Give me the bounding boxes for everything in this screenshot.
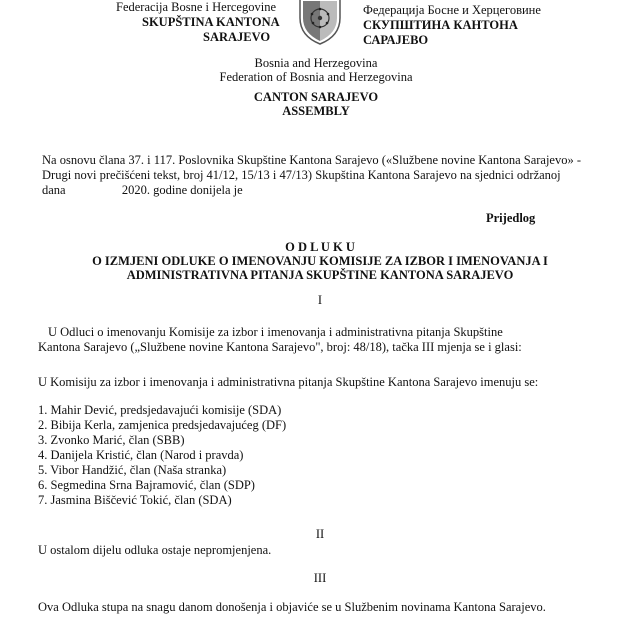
list-item: 5. Vibor Handžić, član (Naša stranka) (38, 463, 227, 477)
list-item: 3. Zvonko Marić, član (SBB) (38, 433, 185, 447)
section-1-paragraph-line-1: U Odluci o imenovanju Komisije za izbor i imenovanja i administrativna pitanja Skupštine (48, 325, 503, 339)
section-number-3: III (313, 571, 327, 585)
header-left-line-3: SARAJEVO (203, 30, 271, 44)
preamble-line-3: dana 2020. godine donijela je (42, 183, 243, 197)
section-number-2: II (315, 527, 325, 541)
document-subtitle-line-1: O IZMJENI ODLUKE O IMENOVANJU KOMISIJE ZA IZBOR I IMENOVANJA I (92, 254, 548, 268)
section-3-text: Ova Odluka stupa na snagu danom donošenja i objaviće se u Službenim novinama Kantona Sarajevo. (38, 600, 546, 614)
header-left-line-2: SKUPŠTINA KANTONA (142, 15, 280, 29)
proposal-label: Prijedlog (486, 211, 536, 225)
header-left-line-1: Federacija Bosne i Hercegovine (116, 0, 277, 14)
section-1-paragraph-line-2: Kantona Sarajevo („Službene novine Kantona Sarajevo", broj: 48/18), tačka III mjenja se i glasi: (38, 340, 522, 354)
header-country: Bosnia and Herzegovina (254, 56, 378, 70)
header-right-line-1: Федерација Босне и Херцеговине (363, 3, 541, 17)
header-federation: Federation of Bosnia and Herzegovina (219, 70, 413, 84)
list-item: 6. Segmedina Srna Bajramović, član (SDP) (38, 478, 255, 492)
list-item: 7. Jasmina Biščević Tokić, član (SDA) (38, 493, 232, 507)
coat-of-arms-icon (294, 0, 346, 46)
section-number-1: I (317, 293, 323, 307)
list-item: 4. Danijela Kristić, član (Narod i pravda) (38, 448, 244, 462)
section-1-intro: U Komisiju za izbor i imenovanja i administrativna pitanja Skupštine Kantona Sarajevo imenuju se: (38, 375, 539, 389)
header-right-line-2: СКУПШТИНА КАНТОНА (363, 18, 518, 32)
header-right-line-3: САРАЈЕВО (363, 33, 429, 47)
document-subtitle-line-2: ADMINISTRATIVNA PITANJA SKUPŠTINE KANTONA SARAJEVO (126, 268, 514, 282)
header-canton: CANTON SARAJEVO (253, 90, 379, 104)
list-item: 2. Bibija Kerla, zamjenica predsjedavajućeg (DF) (38, 418, 287, 432)
list-item: 1. Mahir Dević, predsjedavajući komisije (SDA) (38, 403, 282, 417)
preamble-line-2: Drugi novi prečišćeni tekst, broj 41/12, 15/13 i 47/13) Skupština Kantona Sarajevo na sjednici održanoj (42, 168, 561, 182)
preamble-line-1: Na osnovu člana 37. i 117. Poslovnika Skupštine Kantona Sarajevo («Službene novine Kantona Sarajevo» - (42, 153, 582, 167)
section-2-text: U ostalom dijelu odluka ostaje nepromjenjena. (38, 543, 272, 557)
document-title: O D L U K U (285, 240, 355, 254)
header-assembly: ASSEMBLY (282, 104, 350, 118)
